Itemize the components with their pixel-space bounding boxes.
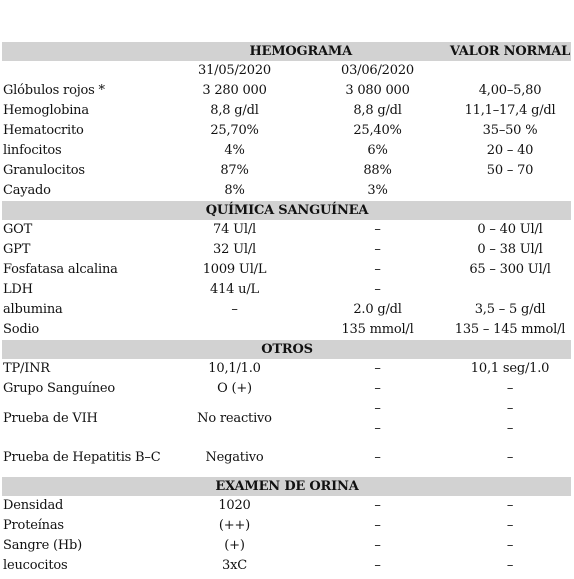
value-1: 8% <box>224 183 245 198</box>
date-2: 03/06/2020 <box>341 63 414 78</box>
reference-value: – <box>506 450 514 465</box>
reference-value: 4,00–5,80 <box>478 83 542 98</box>
table-row <box>2 161 571 181</box>
valor-normal-title: VALOR NORMAL <box>448 42 571 61</box>
table-row <box>2 379 571 399</box>
table-row <box>2 240 571 260</box>
value-2: – <box>374 558 381 573</box>
row-label: GPT <box>3 242 31 257</box>
value-2: – <box>374 498 381 513</box>
reference-value: 135 – 145 mmol/l <box>454 322 566 337</box>
value-2: – <box>374 222 381 237</box>
value-2 <box>306 399 448 439</box>
row-label: Sodio <box>3 322 40 337</box>
row-label: Granulocitos <box>3 163 85 178</box>
orina-title: EXAMEN DE ORINA <box>2 477 571 496</box>
reference-value: – <box>506 518 514 533</box>
value-2-line-b: – <box>374 421 381 436</box>
value-1: O (+) <box>217 381 252 396</box>
value-2: 8,8 g/dl <box>353 103 402 118</box>
table-row <box>2 536 571 556</box>
reference-value: 50 – 70 <box>486 163 534 178</box>
row-label: Glóbulos rojos * <box>3 83 105 98</box>
table-row-hepatitis <box>2 439 571 477</box>
header-empty-cell <box>2 42 162 61</box>
value-1: 87% <box>220 163 249 178</box>
table-row <box>2 81 571 101</box>
value-2: – <box>374 282 381 297</box>
value-2: 88% <box>363 163 392 178</box>
value-1: 3 280 000 <box>202 83 267 98</box>
value-2: 25,40% <box>353 123 402 138</box>
value-1: 3xC <box>222 558 247 573</box>
row-label: Sangre (Hb) <box>3 538 82 553</box>
value-2: – <box>374 538 381 553</box>
table-row <box>2 220 571 240</box>
row-label: Prueba de VIH <box>3 411 98 426</box>
row-label: TP/INR <box>3 361 50 376</box>
reference-value <box>448 181 571 201</box>
section-header-quimica <box>2 201 571 220</box>
row-label: GOT <box>3 222 33 237</box>
value-2: 6% <box>367 143 388 158</box>
value-1 <box>162 320 306 340</box>
reference-value: 20 – 40 <box>486 143 534 158</box>
table-row <box>2 556 571 576</box>
table-row <box>2 141 571 161</box>
table-row-vih <box>2 399 571 439</box>
reference-value: – <box>506 498 514 513</box>
value-1: 8,8 g/dl <box>210 103 259 118</box>
value-1: 4% <box>224 143 245 158</box>
value-1: 1009 Ul/L <box>202 262 267 277</box>
value-1: No reactivo <box>197 411 272 426</box>
section-header-hemograma <box>2 42 571 61</box>
value-1: 25,70% <box>210 123 259 138</box>
row-label: Prueba de Hepatitis B–C <box>3 450 161 465</box>
reference-value <box>448 280 571 300</box>
value-1: Negativo <box>205 450 264 465</box>
table-row <box>2 359 571 379</box>
reference-value: 0 – 38 Ul/l <box>477 242 543 257</box>
table-row <box>2 496 571 516</box>
table-row <box>2 280 571 300</box>
row-label: albumina <box>3 302 63 317</box>
reference-value: 11,1–17,4 g/dl <box>464 103 556 118</box>
row-label: Densidad <box>3 498 64 513</box>
value-2-line-a: – <box>374 401 381 416</box>
value-2: – <box>374 381 381 396</box>
value-1: 74 Ul/l <box>213 222 256 237</box>
table-row <box>2 181 571 201</box>
value-1: 1020 <box>218 498 251 513</box>
row-label: Proteínas <box>3 518 64 533</box>
reference-value: 0 – 40 Ul/l <box>477 222 543 237</box>
value-2: – <box>374 242 381 257</box>
row-label: Fosfatasa alcalina <box>3 262 118 277</box>
value-2: 135 mmol/l <box>341 322 414 337</box>
row-label: leucocitos <box>3 558 68 573</box>
row-label: Hemoglobina <box>3 103 89 118</box>
value-2: – <box>374 262 381 277</box>
section-header-otros <box>2 340 571 359</box>
hemograma-title: HEMOGRAMA <box>162 42 448 61</box>
reference-line-a: – <box>506 401 514 416</box>
table-row <box>2 121 571 141</box>
reference-value: – <box>506 538 514 553</box>
row-label: LDH <box>3 282 33 297</box>
table-row <box>2 320 571 340</box>
quimica-title: QUÍMICA SANGUÍNEA <box>2 201 571 220</box>
value-2: – <box>374 361 381 376</box>
reference-value: 65 – 300 Ul/l <box>469 262 551 277</box>
table-row <box>2 300 571 320</box>
reference-value: – <box>506 381 514 396</box>
value-1: (++) <box>218 518 251 533</box>
row-label: Cayado <box>3 183 51 198</box>
value-2: 3 080 000 <box>345 83 410 98</box>
value-1: 32 Ul/l <box>213 242 256 257</box>
table-row <box>2 516 571 536</box>
table-row <box>2 101 571 121</box>
reference-value: 3,5 – 5 g/dl <box>474 302 546 317</box>
value-2: – <box>374 518 381 533</box>
value-2: – <box>374 450 381 465</box>
reference-line-b: – <box>506 421 514 436</box>
otros-title: OTROS <box>2 340 571 359</box>
reference-value: 10,1 seg/1.0 <box>470 361 550 376</box>
date-1: 31/05/2020 <box>198 63 271 78</box>
value-1: (+) <box>224 538 245 553</box>
lab-results-table <box>2 42 571 576</box>
reference-value: 35–50 % <box>482 123 538 138</box>
section-header-orina <box>2 477 571 496</box>
reference-value: – <box>506 558 514 573</box>
value-2: 3% <box>367 183 388 198</box>
value-1: – <box>231 302 238 317</box>
value-2: 2.0 g/dl <box>353 302 402 317</box>
row-label: Grupo Sanguíneo <box>3 381 116 396</box>
value-1: 10,1/1.0 <box>208 361 261 376</box>
reference-value <box>448 399 571 439</box>
dates-row <box>2 61 571 81</box>
row-label: linfocitos <box>3 143 62 158</box>
value-1: 414 u/L <box>210 282 259 297</box>
table-row <box>2 260 571 280</box>
row-label: Hematocrito <box>3 123 84 138</box>
